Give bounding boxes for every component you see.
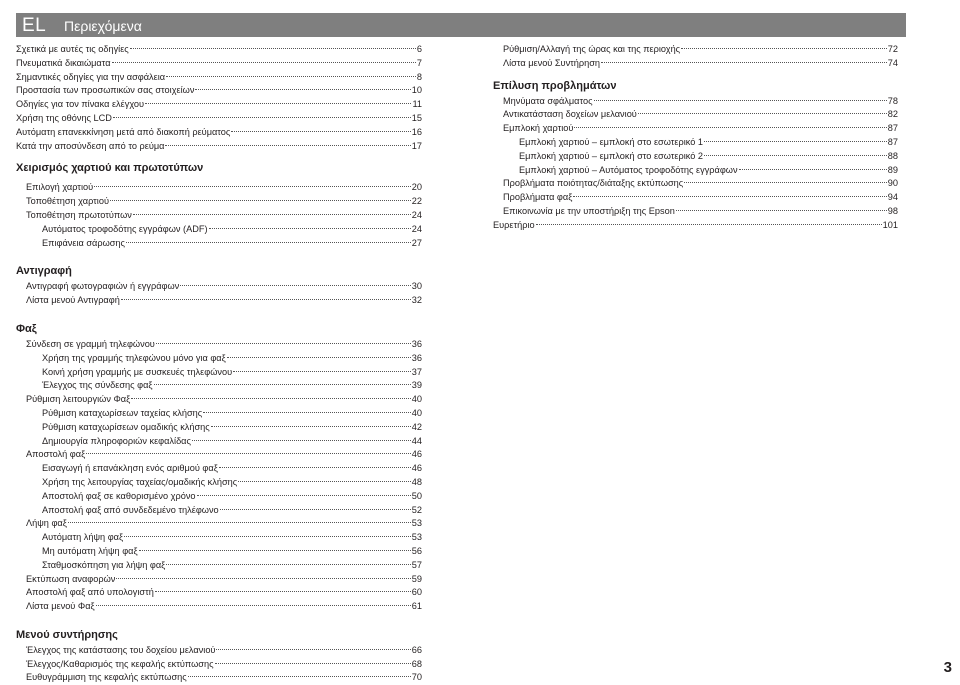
toc-entry[interactable] — [16, 352, 422, 366]
toc-entry-page: 53 — [411, 518, 422, 529]
toc-entry[interactable] — [16, 237, 422, 251]
toc-entry-label: Σχετικά με αυτές τις οδηγίες — [16, 44, 129, 54]
toc-entry-page: 74 — [887, 57, 898, 68]
dot-leader — [188, 676, 411, 677]
toc-entry-label: Μηνύματα σφάλματος — [503, 95, 593, 106]
toc-entry-label: Λίστα μενού Φαξ — [26, 601, 95, 612]
dot-leader — [166, 76, 416, 77]
toc-entry[interactable] — [493, 57, 898, 71]
toc-entry-label: Ρύθμιση λειτουργιών Φαξ — [26, 394, 131, 405]
toc-entry-label: Επιλογή χαρτιού — [26, 182, 94, 193]
dot-leader — [197, 495, 411, 496]
toc-entry-label: Επικοινωνία με την υποστήριξη της Epson — [503, 205, 675, 216]
toc-entry-label: Ρύθμιση καταχωρίσεων ταχείας κλήσης — [42, 407, 203, 418]
toc-entry-page: 24 — [411, 223, 422, 234]
toc-entry[interactable] — [16, 586, 422, 600]
dot-leader — [116, 578, 410, 579]
toc-entry-page: 60 — [411, 587, 422, 598]
toc-entry-label: Σταθμοσκόπηση για λήψη φαξ — [42, 559, 166, 570]
toc-entry-page: 6 — [416, 44, 422, 54]
toc-entry[interactable] — [493, 150, 898, 164]
toc-entry-page: 42 — [411, 421, 422, 432]
toc-entry-page: 89 — [887, 164, 898, 175]
dot-leader — [155, 591, 411, 592]
toc-entry-page: 82 — [887, 109, 898, 120]
toc-entry-page: 50 — [411, 490, 422, 501]
toc-entry[interactable] — [16, 338, 422, 352]
toc-entry-label: Χρήση της λειτουργίας ταχείας/ομαδικής κλήσης — [42, 476, 238, 487]
dot-leader — [203, 412, 411, 413]
toc-entry[interactable] — [493, 122, 898, 136]
toc-entry-label: Εμπλοκή χαρτιού – εμπλοκή στο εσωτερικό 1 — [519, 136, 704, 147]
toc-entry[interactable] — [16, 644, 422, 658]
dot-leader — [131, 398, 411, 399]
toc-entry-page: 32 — [411, 295, 422, 306]
dot-leader — [121, 299, 411, 300]
spacer — [16, 308, 422, 320]
toc-entry[interactable] — [493, 108, 898, 122]
dot-leader — [215, 663, 411, 664]
toc-entry-label: Εκτύπωση αναφορών — [26, 573, 116, 584]
toc-entry[interactable] — [16, 573, 422, 587]
section-heading: Αντιγραφή — [16, 265, 72, 278]
dot-leader — [68, 522, 411, 523]
toc-entry[interactable] — [16, 71, 422, 85]
section-heading: Μενού συντήρησης — [16, 628, 118, 641]
page-title: Περιεχόμενα — [64, 18, 142, 34]
toc-entry[interactable] — [16, 98, 422, 112]
toc-entry[interactable] — [493, 43, 898, 57]
toc-entry-label: Πνευματικά δικαιώματα — [16, 57, 111, 68]
dot-leader — [681, 48, 887, 49]
dot-leader — [139, 550, 411, 551]
toc-entry[interactable] — [493, 205, 898, 219]
toc-entry[interactable] — [16, 366, 422, 380]
toc-entry-page: 57 — [411, 559, 422, 570]
toc-entry-label: Αποστολή φαξ σε καθορισμένο χρόνο — [42, 490, 196, 501]
toc-entry[interactable] — [16, 140, 422, 154]
toc-entry-page: 46 — [411, 449, 422, 460]
toc-entry-label: Αντικατάσταση δοχείων μελανιού — [503, 109, 637, 120]
dot-leader — [574, 127, 886, 128]
dot-leader — [638, 113, 887, 114]
toc-entry-label: Τοποθέτηση χαρτιού — [26, 196, 109, 207]
dot-leader — [220, 509, 411, 510]
toc-entry-page: 68 — [411, 658, 422, 669]
dot-leader — [601, 62, 887, 63]
toc-entry[interactable] — [493, 95, 898, 109]
toc-entry-page: 48 — [411, 476, 422, 487]
toc-entry[interactable] — [16, 658, 422, 672]
toc-entry-page: 40 — [411, 407, 422, 418]
toc-entry-page: 40 — [411, 394, 422, 405]
toc-entry-label: Αυτόματη επανεκκίνηση μετά από διακοπή ρεύματος — [16, 126, 231, 137]
toc-entry-page: 87 — [887, 123, 898, 134]
toc-entry-label: Ρύθμιση καταχωρίσεων ομαδικής κλήσης — [42, 421, 210, 432]
toc-entry-label: Δημιουργία πληροφοριών κεφαλίδας — [42, 435, 191, 446]
toc-entry-label: Κοινή χρήση γραμμής με συσκευές τηλεφώνου — [42, 366, 233, 377]
toc-entry-label: Προβλήματα ποιότητας/διάταξης εκτύπωσης — [503, 178, 684, 189]
dot-leader — [110, 200, 411, 201]
dot-leader — [211, 426, 411, 427]
toc-entry[interactable] — [16, 421, 422, 435]
toc-entry[interactable] — [16, 545, 422, 559]
toc-entry-label: Επιφάνεια σάρωσης — [42, 237, 125, 248]
spacer — [16, 614, 422, 626]
toc-entry-page: 98 — [887, 205, 898, 216]
dot-leader — [195, 89, 410, 90]
toc-entry[interactable] — [16, 112, 422, 126]
toc-entry-label: Ευθυγράμμιση της κεφαλής εκτύπωσης — [26, 672, 187, 683]
dot-leader — [112, 62, 416, 63]
toc-entry[interactable] — [16, 181, 422, 195]
dot-leader — [238, 481, 411, 482]
toc-entry[interactable] — [16, 435, 422, 449]
dot-leader — [704, 141, 887, 142]
toc-entry-page: 66 — [411, 644, 422, 655]
toc-entry-label: Κατά την αποσύνδεση από το ρεύμα — [16, 140, 165, 151]
toc-entry-page: 10 — [411, 85, 422, 96]
toc-entry[interactable] — [493, 191, 898, 205]
toc-column-left — [16, 43, 422, 685]
toc-entry-label: Έλεγχος της σύνδεσης φαξ — [42, 380, 153, 391]
toc-entry-page: 20 — [411, 182, 422, 193]
dot-leader — [113, 117, 411, 118]
toc-entry[interactable] — [493, 164, 898, 178]
toc-entry-page: 24 — [411, 209, 422, 220]
toc-entry-label: Αντιγραφή φωτογραφιών ή εγγράφων — [26, 281, 180, 292]
toc-entry-page: 36 — [411, 352, 422, 363]
toc-entry[interactable] — [16, 407, 422, 421]
toc-entry[interactable] — [16, 43, 422, 57]
toc-entry[interactable] — [493, 219, 898, 233]
dot-leader — [154, 384, 411, 385]
toc-entry-page: 94 — [887, 192, 898, 203]
toc-entry-label: Λίστα μενού Αντιγραφή — [26, 295, 120, 306]
dot-leader — [145, 103, 411, 104]
toc-entry[interactable] — [16, 476, 422, 490]
toc-entry-label: Έλεγχος/Καθαρισμός της κεφαλής εκτύπωσης — [26, 658, 214, 669]
toc-entry-page: 44 — [411, 435, 422, 446]
section-heading: Φαξ — [16, 322, 37, 335]
toc-entry[interactable] — [16, 504, 422, 518]
toc-entry-label: Χρήση της οθόνης LCD — [16, 112, 112, 123]
toc-entry-label: Μη αυτόματη λήψη φαξ — [42, 545, 138, 556]
language-code: EL — [22, 15, 47, 36]
section-heading: Χειρισμός χαρτιού και πρωτοτύπων — [16, 162, 204, 175]
toc-entry[interactable] — [16, 517, 422, 531]
toc-entry[interactable] — [16, 393, 422, 407]
dot-leader — [227, 357, 411, 358]
dot-leader — [133, 214, 411, 215]
dot-leader — [166, 564, 410, 565]
dot-leader — [739, 169, 887, 170]
toc-entry[interactable] — [16, 531, 422, 545]
toc-column-right — [493, 43, 898, 233]
toc-entry-page: 36 — [411, 338, 422, 349]
toc-entry-page: 15 — [411, 112, 422, 123]
toc-entry-page: 70 — [411, 672, 422, 683]
toc-entry-label: Αυτόματος τροφοδότης εγγράφων (ADF) — [42, 223, 208, 234]
toc-entry-label: Αποστολή φαξ από υπολογιστή — [26, 587, 154, 598]
dot-leader — [573, 196, 886, 197]
toc-entry[interactable] — [16, 209, 422, 223]
dot-leader — [165, 145, 410, 146]
toc-entry[interactable] — [16, 57, 422, 71]
toc-entry-label: Λήψη φαξ — [26, 518, 67, 529]
toc-entry-page: 72 — [887, 44, 898, 54]
dot-leader — [156, 343, 411, 344]
toc-entry[interactable] — [16, 559, 422, 573]
toc-entry[interactable] — [16, 490, 422, 504]
toc-entry-label: Προβλήματα φαξ — [503, 192, 573, 203]
toc-entry-label: Εμπλοκή χαρτιού – Αυτόματος τροφοδότης εγγράφων — [519, 164, 738, 175]
dot-leader — [209, 228, 411, 229]
dot-leader — [192, 440, 411, 441]
toc-entry-page: 39 — [411, 380, 422, 391]
dot-leader — [704, 155, 887, 156]
toc-entry[interactable] — [16, 462, 422, 476]
toc-entry[interactable] — [16, 379, 422, 393]
toc-entry-label: Λίστα μενού Συντήρηση — [503, 57, 601, 68]
toc-entry[interactable] — [16, 223, 422, 237]
dot-leader — [231, 131, 410, 132]
toc-entry[interactable] — [16, 126, 422, 140]
toc-entry-page: 52 — [411, 504, 422, 515]
toc-entry-page: 37 — [411, 366, 422, 377]
dot-leader — [180, 285, 411, 286]
toc-entry[interactable] — [16, 280, 422, 294]
dot-leader — [536, 224, 882, 225]
dot-leader — [219, 467, 411, 468]
toc-entry[interactable] — [16, 671, 422, 685]
toc-entry-label: Προστασία των προσωπικών σας στοιχείων — [16, 85, 195, 96]
toc-entry[interactable] — [16, 600, 422, 614]
toc-entry[interactable] — [16, 195, 422, 209]
toc-entry-label: Εμπλοκή χαρτιού – εμπλοκή στο εσωτερικό 2 — [519, 150, 704, 161]
toc-entry-page: 88 — [887, 150, 898, 161]
toc-entry-page: 22 — [411, 196, 422, 207]
toc-entry-page: 59 — [411, 573, 422, 584]
toc-entry-page: 11 — [412, 99, 422, 110]
toc-entry-page: 8 — [416, 71, 422, 82]
toc-entry-page: 16 — [411, 126, 422, 137]
dot-leader — [676, 210, 887, 211]
toc-entry-label: Αποστολή φαξ από συνδεδεμένο τηλέφωνο — [42, 504, 219, 515]
toc-entry-page: 46 — [411, 463, 422, 474]
toc-entry[interactable] — [493, 136, 898, 150]
toc-entry-page: 61 — [411, 601, 422, 612]
dot-leader — [86, 453, 411, 454]
toc-entry[interactable] — [16, 448, 422, 462]
toc-entry-page: 101 — [882, 219, 898, 230]
dot-leader — [233, 371, 411, 372]
toc-entry-label: Εισαγωγή ή επανάκληση ενός αριθμού φαξ — [42, 463, 218, 474]
dot-leader — [216, 649, 410, 650]
toc-entry-page: 90 — [887, 178, 898, 189]
page-header — [16, 13, 906, 37]
toc-entry-label: Ρύθμιση/Αλλαγή της ώρας και της περιοχής — [503, 44, 681, 54]
page-number: 3 — [943, 659, 952, 676]
toc-entry-label: Οδηγίες για τον πίνακα ελέγχου — [16, 99, 145, 110]
section-heading: Επίλυση προβλημάτων — [493, 79, 617, 92]
toc-entry-page: 27 — [411, 237, 422, 248]
toc-entry-page: 30 — [411, 281, 422, 292]
toc-entry-page: 7 — [416, 57, 422, 68]
toc-entry-label: Αυτόματη λήψη φαξ — [42, 532, 124, 543]
toc-entry-label: Ευρετήριο — [493, 219, 535, 230]
spacer — [16, 250, 422, 262]
toc-entry[interactable] — [16, 294, 422, 308]
toc-entry-label: Αποστολή φαξ — [26, 449, 86, 460]
toc-entry-page: 87 — [887, 136, 898, 147]
dot-leader — [130, 48, 416, 49]
toc-entry-label: Χρήση της γραμμής τηλεφώνου μόνο για φαξ — [42, 352, 226, 363]
toc-entry-page: 78 — [887, 95, 898, 106]
toc-entry-label: Έλεγχος της κατάστασης του δοχείου μελανιού — [26, 644, 216, 655]
toc-entry-label: Σύνδεση σε γραμμή τηλεφώνου — [26, 338, 155, 349]
dot-leader — [594, 100, 887, 101]
toc-entry[interactable] — [16, 84, 422, 98]
dot-leader — [684, 182, 887, 183]
dot-leader — [94, 186, 411, 187]
dot-leader — [124, 536, 411, 537]
dot-leader — [126, 242, 411, 243]
toc-entry[interactable] — [493, 177, 898, 191]
toc-entry-label: Τοποθέτηση πρωτοτύπων — [26, 209, 132, 220]
toc-entry-page: 53 — [411, 532, 422, 543]
dot-leader — [96, 605, 411, 606]
toc-entry-label: Εμπλοκή χαρτιού — [503, 123, 574, 134]
toc-entry-page: 56 — [411, 545, 422, 556]
toc-entry-page: 17 — [411, 140, 422, 151]
toc-entry-label: Σημαντικές οδηγίες για την ασφάλεια — [16, 71, 166, 82]
